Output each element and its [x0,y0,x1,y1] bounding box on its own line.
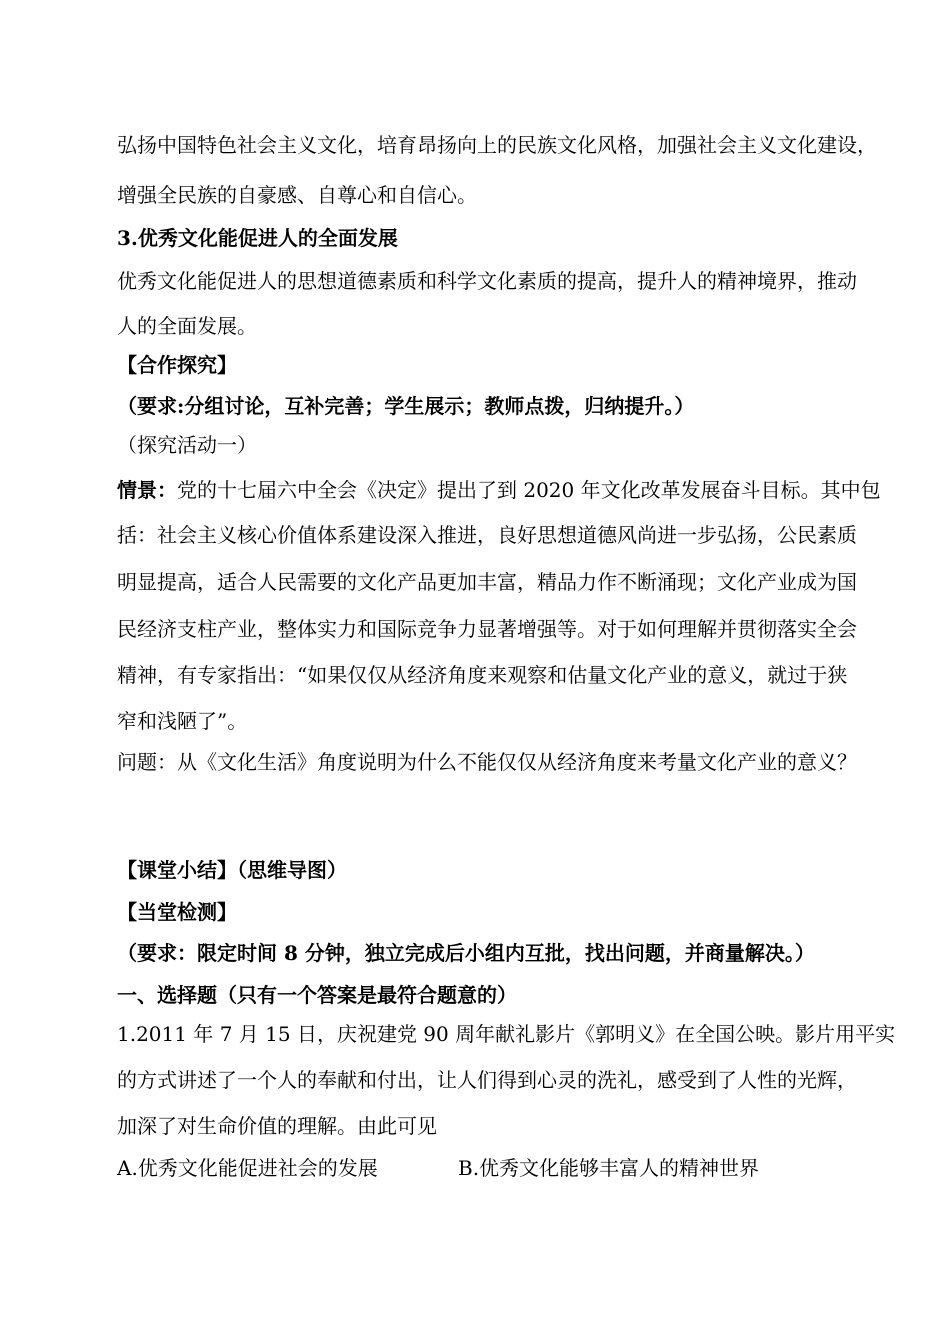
paragraph-line: 优秀文化能促进人的思想道德素质和科学文化素质的提高，提升人的精神境界，推动 [117,269,857,293]
paragraph-line: 增强全民族的自豪感、自尊心和自信心。 [117,183,477,207]
scene-label: 情景： [117,478,177,502]
question-1-line: 加深了对生命价值的理解。由此可见 [117,1114,437,1138]
cooperation-title: 【合作探究】 [117,353,237,377]
scene-line: 明显提高，适合人民需要的文化产品更加丰富，精品力作不断涌现；文化产业成为国 [117,570,857,594]
scene-line: 民经济支柱产业，整体实力和国际竞争力显著增强等。对于如何理解并贯彻落实全会 [117,617,857,641]
scene-line [117,478,881,502]
option-a: A.优秀文化能促进社会的发展 [117,1156,378,1180]
cooperation-requirement: （要求:分组讨论，互补完善；学生展示；教师点拨，归纳提升。） [117,394,695,418]
scene-line: 括：社会主义核心价值体系建设深入推进，良好思想道德风尚进一步弘扬，公民素质 [117,523,857,547]
paragraph-line: 弘扬中国特色社会主义文化，培育昂扬向上的民族文化风格，加强社会主义文化建设， [117,133,877,157]
question-line: 问题：从《文化生活》角度说明为什么不能仅仅从经济角度来考量文化产业的意义？ [117,750,857,774]
check-requirement: （要求：限定时间 8 分钟，独立完成后小组内互批，找出问题，并商量解决。） [117,941,815,965]
option-b: B.优秀文化能够丰富人的精神世界 [458,1156,760,1180]
scene-line: 窄和浅陋了”。 [117,709,248,733]
question-1-line: 的方式讲述了一个人的奉献和付出，让人们得到心灵的洗礼，感受到了人性的光辉， [117,1068,857,1092]
question-1-line: 1.2011 年 7 月 15 日，庆祝建党 90 周年献礼影片《郭明义》在全国公映。影片用平实 [117,1022,896,1046]
paragraph-line: 人的全面发展。 [117,314,257,338]
section-heading: 3.优秀文化能促进人的全面发展 [117,226,398,250]
scene-text: 党的十七届六中全会《决定》提出了到 2020 年文化改革发展奋斗目标。其中包 [177,478,881,502]
choice-section-heading: 一、选择题（只有一个答案是最符合题意的） [117,983,517,1007]
summary-title: 【课堂小结】（思维导图） [117,858,347,882]
activity-label: （探究活动一） [117,433,257,457]
scene-line: 精神，有专家指出：“如果仅仅从经济角度来观察和估量文化产业的意义，就过于狭 [117,663,848,687]
check-title: 【当堂检测】 [117,900,237,924]
